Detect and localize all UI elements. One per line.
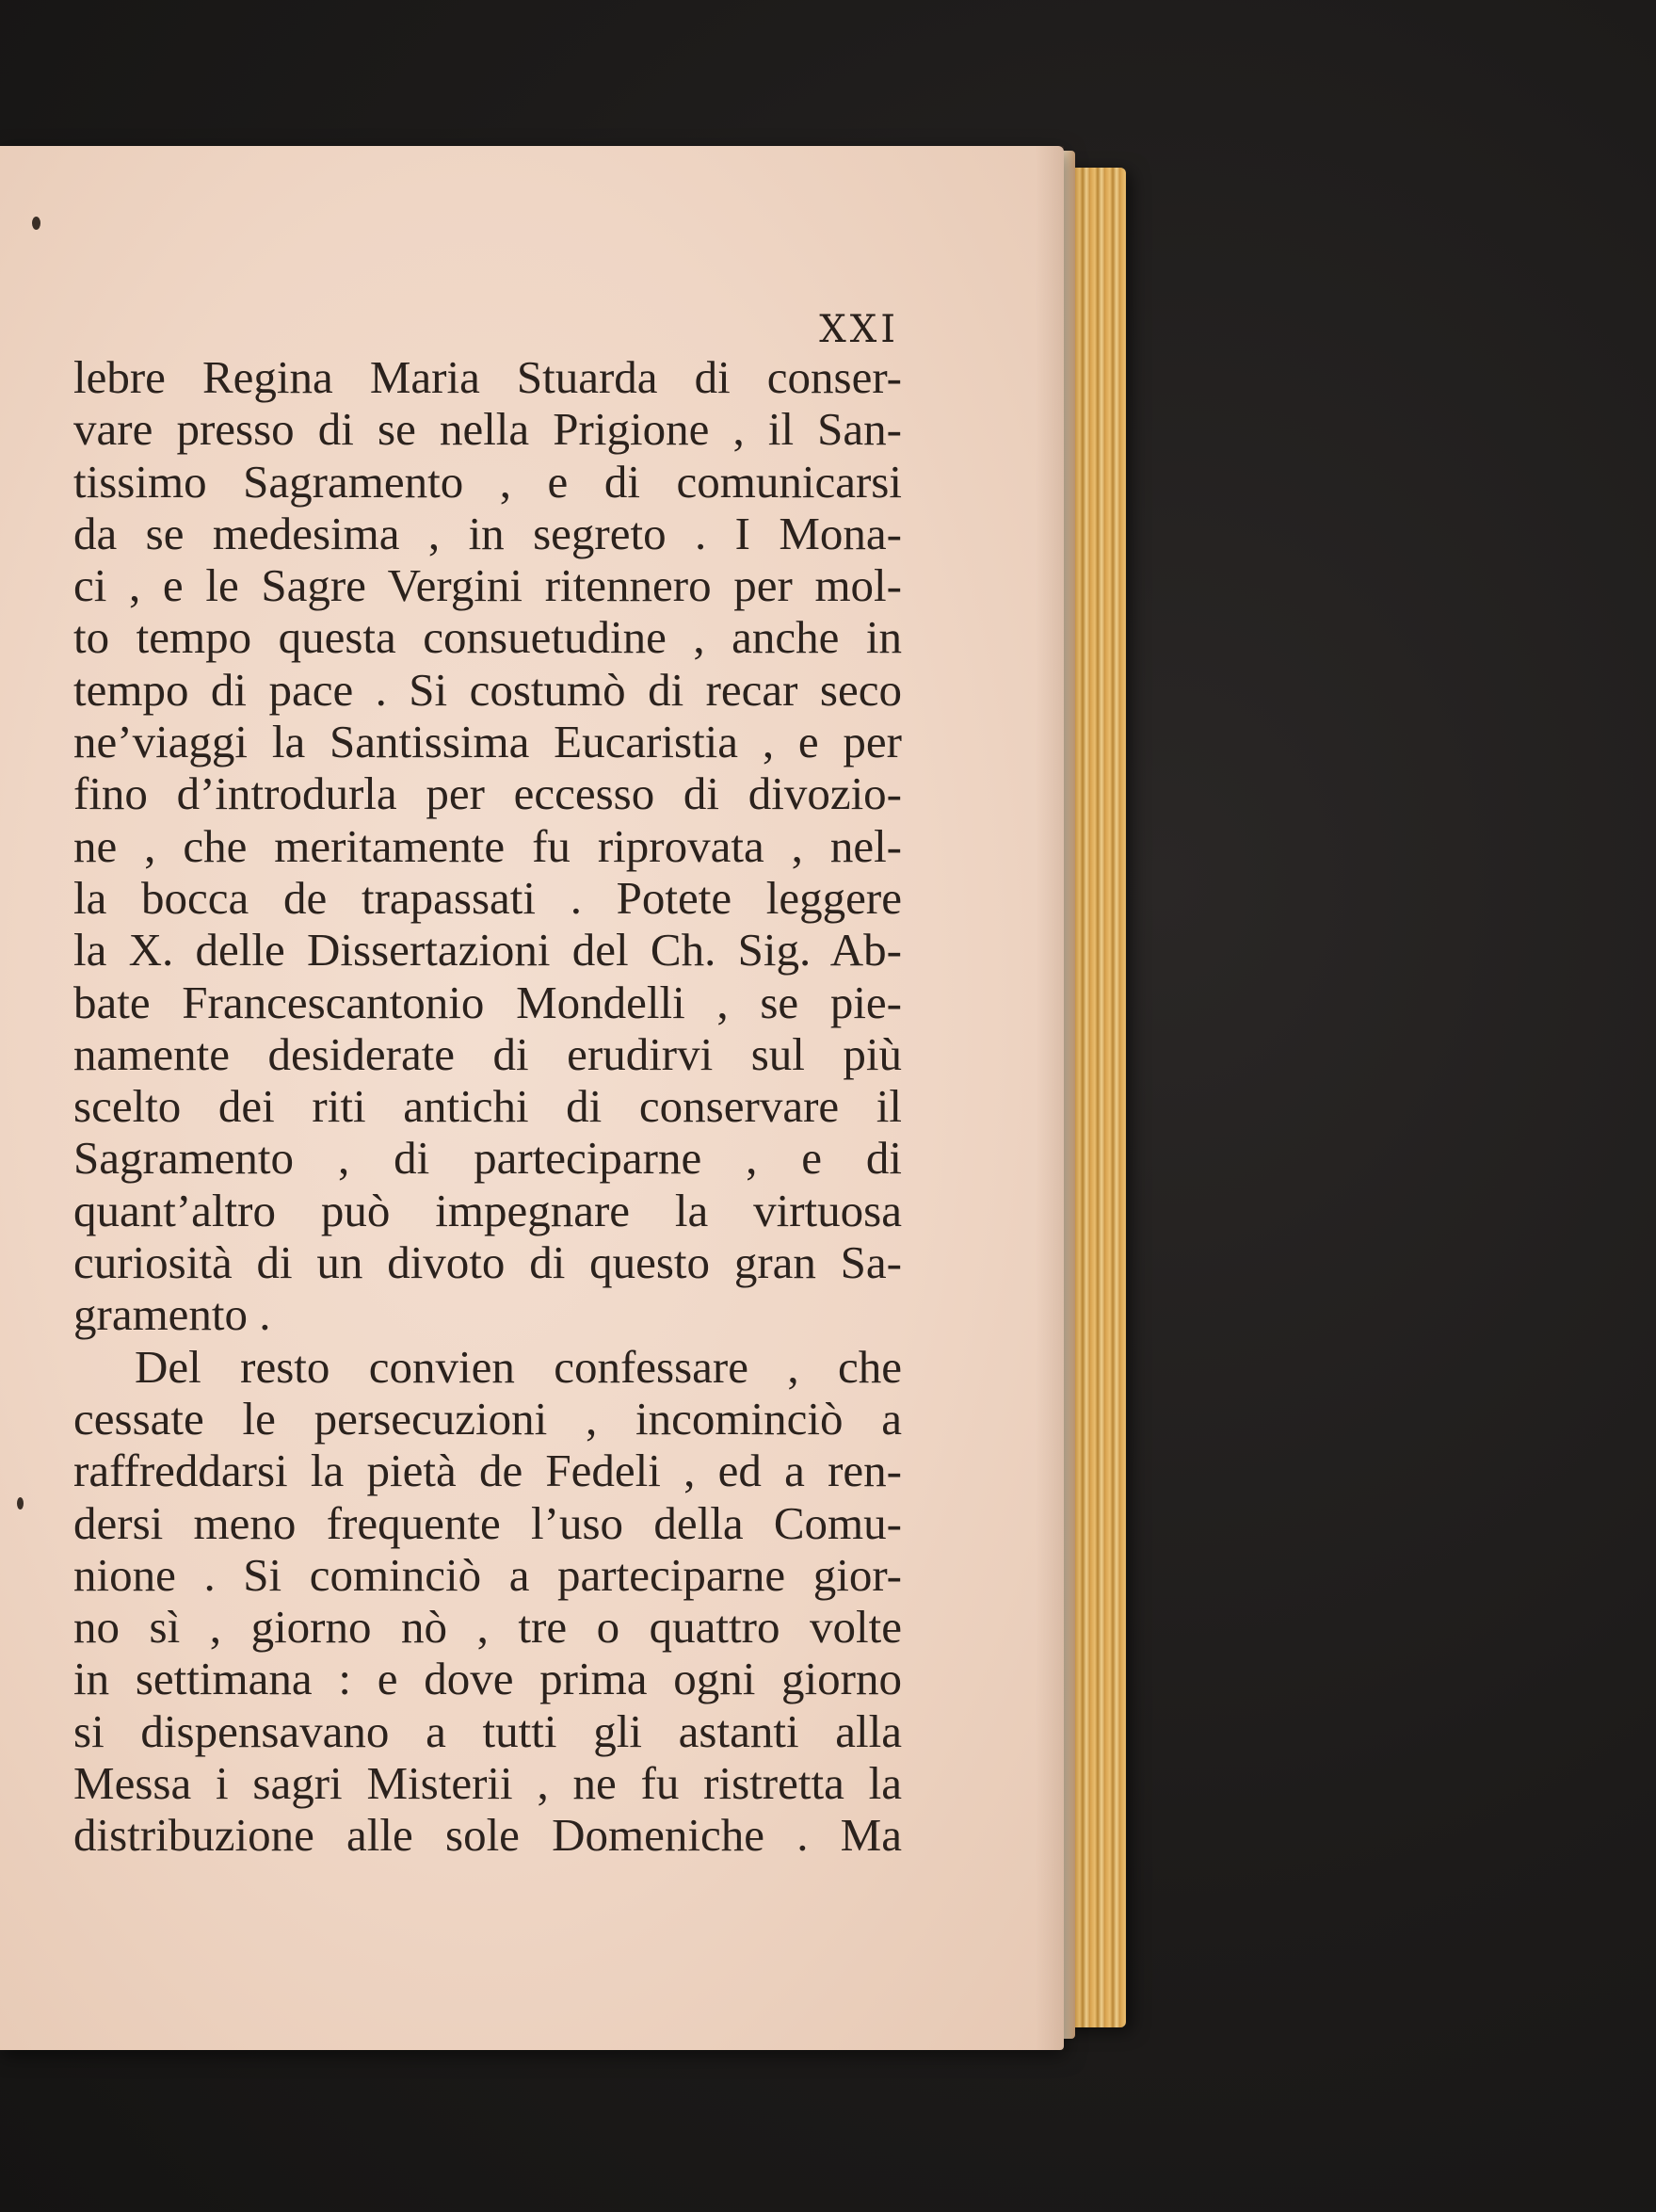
text-line: namente desiderate di erudirvi sul più — [73, 1027, 902, 1080]
text-line: da se medesima , in segreto . I Mona- — [73, 507, 902, 559]
text-line: cessate le persecuzioni , incominciò a — [73, 1392, 902, 1445]
text-line: dersi meno frequente l’uso della Comu- — [73, 1496, 902, 1549]
text-line: Del resto convien confessare , che — [135, 1340, 902, 1393]
text-line: ne , che meritamente fu riprovata , nel- — [73, 819, 902, 872]
text-line: raffreddarsi la pietà de Fedeli , ed a ren- — [73, 1445, 902, 1497]
text-line: Sagramento , di parteciparne , e di — [73, 1132, 902, 1185]
text-line: distribuzione alle sole Domeniche . Ma — [73, 1809, 902, 1862]
text-line: scelto dei riti antichi di conservare il — [73, 1080, 902, 1133]
text-line: tissimo Sagramento , e di comunicarsi — [73, 455, 902, 508]
text-line: la bocca de trapassati . Potete leggere — [73, 871, 902, 924]
text-line: nione . Si cominciò a parteciparne gior- — [73, 1548, 902, 1601]
page-body-text — [73, 351, 902, 1862]
page-number: XXI — [819, 308, 899, 351]
ink-speck — [17, 1497, 24, 1510]
text-line: curiosità di un divoto di questo gran Sa- — [73, 1236, 902, 1289]
text-line: Messa i sagri Misterii , ne fu ristretta la — [73, 1757, 902, 1810]
text-line: quant’altro può impegnare la virtuosa — [73, 1184, 902, 1236]
text-line: gramento . — [73, 1288, 271, 1341]
text-line: si dispensavano a tutti gli astanti alla — [73, 1704, 902, 1757]
text-line: ci , e le Sagre Vergini ritennero per mol- — [73, 559, 902, 612]
book-page — [0, 146, 1064, 2050]
text-line: la X. delle Dissertazioni del Ch. Sig. Ab- — [73, 924, 902, 977]
text-line: lebre Regina Maria Stuarda di conser- — [73, 351, 902, 403]
text-line: to tempo questa consuetudine , anche in — [73, 611, 902, 664]
ink-speck — [32, 217, 40, 230]
text-line: vare presso di se nella Prigione , il San- — [73, 403, 902, 456]
text-line: ne’viaggi la Santissima Eucaristia , e per — [73, 716, 902, 768]
text-line: tempo di pace . Si costumò di recar seco — [73, 663, 902, 716]
text-line: in settimana : e dove prima ogni giorno — [73, 1653, 902, 1705]
text-line: bate Francescantonio Mondelli , se pie- — [73, 976, 902, 1028]
text-line: no sì , giorno nò , tre o quattro volte — [73, 1601, 902, 1654]
text-line: fino d’introdurla per eccesso di divozio- — [73, 767, 902, 820]
